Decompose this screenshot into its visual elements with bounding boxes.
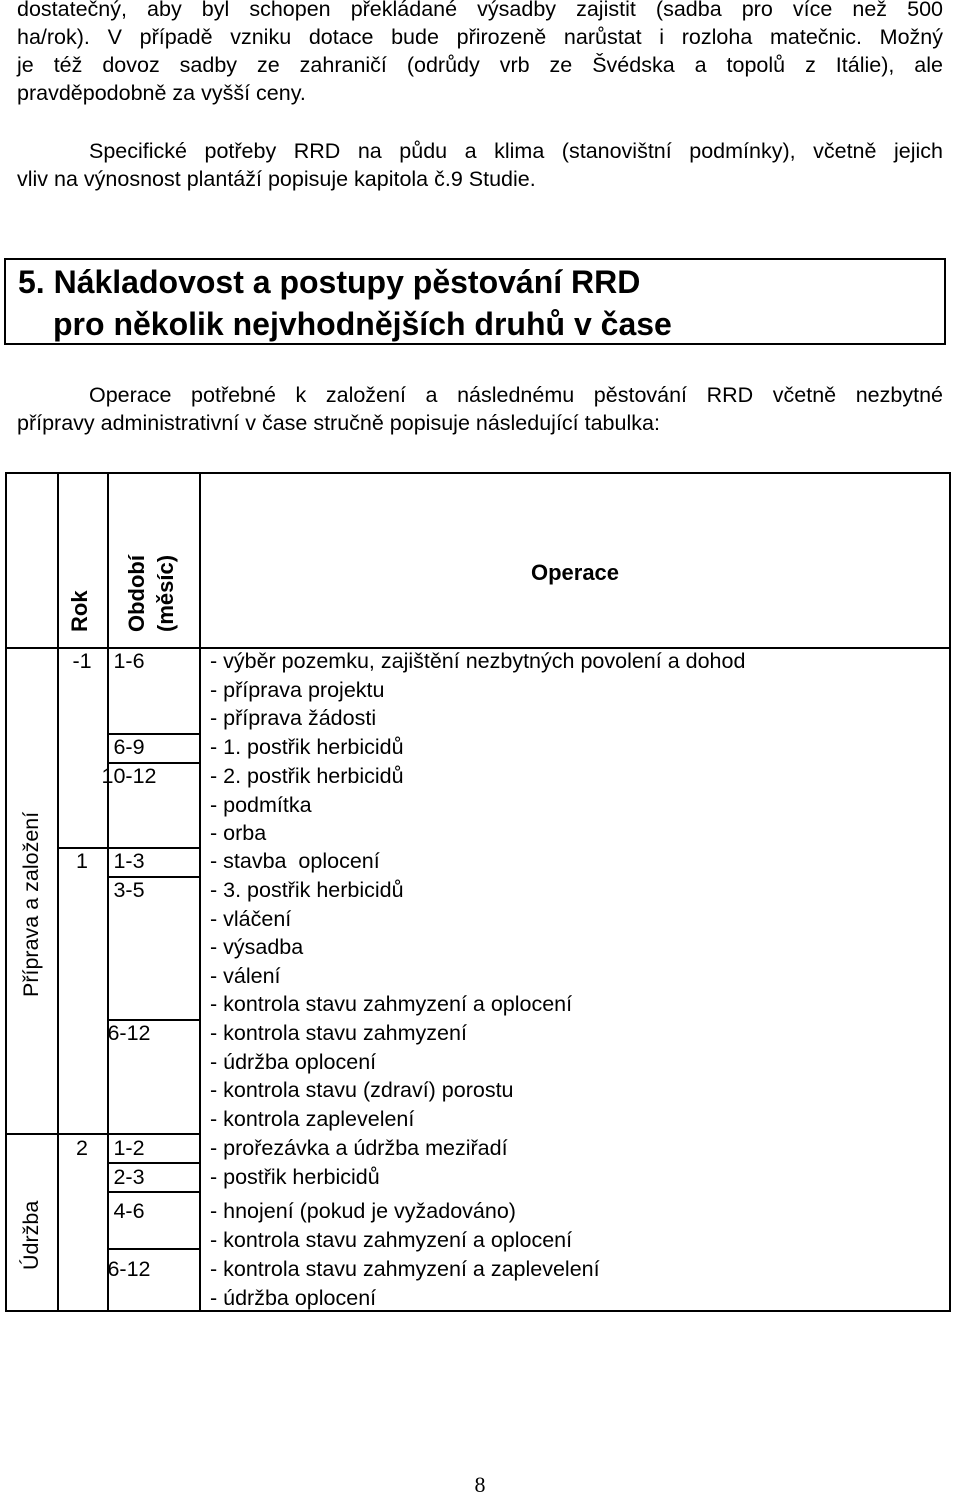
cell-operace: - stavba oplocení [210, 849, 380, 873]
cell-operace: - 3. postřik herbicidů [210, 878, 404, 902]
table-border-left [5, 472, 7, 1312]
cell-operace: - výběr pozemku, zajištění nezbytných povolení a dohod [210, 649, 746, 673]
cell-operace: - příprava projektu [210, 677, 385, 702]
table-border-right [949, 472, 951, 1312]
cell-operace: - hnojení (pokud je vyžadováno) [210, 1199, 516, 1223]
cell-obdobi: 10-12 [101, 764, 157, 788]
cell-operace: - postřik herbicidů [210, 1165, 380, 1189]
row-separator [107, 1248, 201, 1250]
operations-intro-paragraph [17, 381, 943, 437]
cell-obdobi: 6-12 [107, 1021, 151, 1045]
header-obdobi-unit: (měsíc) [153, 554, 178, 632]
cell-rok: 2 [76, 1136, 88, 1160]
cell-operace: - prořezávka a údržba meziřadí [210, 1136, 508, 1160]
cell-operace: - kontrola stavu zahmyzení a oplocení [210, 1227, 573, 1252]
cell-obdobi: 1-3 [113, 849, 145, 873]
section-heading-line2: pro několik nejvhodnějších druhů v čase [53, 306, 672, 342]
paragraph-line: vliv na výnosnost plantáží popisuje kapitola č.9 Studie. [17, 167, 536, 191]
page-number: 8 [474, 1472, 486, 1497]
cell-obdobi: 4-6 [113, 1199, 145, 1223]
cell-obdobi: 1-6 [113, 649, 145, 673]
operations-table [5, 472, 951, 1312]
paragraph-line: Operace potřebné k založení a následnému pěstování RRD včetně nezbytné [89, 383, 943, 407]
header-obdobi: Období [124, 555, 149, 632]
cell-operace: - podmítka [210, 792, 312, 817]
intro-line: ha/rok). V případě vzniku dotace bude přirozeně narůstat i rozloha matečnic. Možný [17, 25, 943, 49]
cell-operace: - 2. postřik herbicidů [210, 764, 404, 788]
cell-operace: - kontrola stavu (zdraví) porostu [210, 1078, 514, 1102]
cell-operace: - údržba oplocení [210, 1285, 377, 1310]
cell-obdobi: 6-9 [113, 735, 145, 759]
cell-obdobi: 6-12 [107, 1257, 151, 1281]
cell-operace: - kontrola stavu zahmyzení a zaplevelení [210, 1257, 600, 1281]
intro-line: dostatečný, aby byl schopen překládané výsadby zajistit (sadba pro více než 500 [17, 0, 943, 21]
cell-operace: - výsadba [210, 935, 304, 959]
paragraph-line: přípravy administrativní v čase stručně popisuje následující tabulka: [17, 411, 660, 435]
cell-operace: - orba [210, 821, 267, 845]
cell-obdobi: 1-2 [113, 1136, 145, 1160]
header-operace: Operace [530, 560, 620, 585]
cell-operace: - válení [210, 963, 281, 988]
cell-operace: - kontrola stavu zahmyzení [210, 1021, 467, 1045]
table-border-top [5, 472, 951, 474]
table-border-bottom [5, 1310, 951, 1312]
cell-operace: - kontrola stavu zahmyzení a oplocení [210, 992, 573, 1016]
intro-line: je též dovoz sadby ze zahraničí (odrůdy vrb ze Švédska a topolů z Itálie), ale [17, 53, 943, 77]
cell-rok: 1 [76, 849, 88, 873]
header-rok: Rok [67, 590, 92, 632]
cell-operace: - příprava žádosti [210, 706, 377, 730]
soil-climate-paragraph [17, 137, 943, 193]
cell-operace: - 1. postřik herbicidů [210, 735, 404, 759]
cell-operace: - vláčení [210, 906, 292, 931]
section-heading [4, 258, 946, 345]
cell-operace: - kontrola zaplevelení [210, 1106, 415, 1131]
section-label-priprava: Příprava a založení [19, 811, 43, 997]
cell-rok: -1 [72, 649, 92, 673]
cell-obdobi: 2-3 [113, 1165, 145, 1189]
section-label-udrzba: Údržba [19, 1200, 43, 1270]
section-heading-line1: 5. Nákladovost a postupy pěstování RRD [18, 264, 641, 300]
paragraph-line: Specifické potřeby RRD na půdu a klima (stanovištní podmínky), včetně jejich [89, 139, 943, 163]
cell-operace: - údržba oplocení [210, 1049, 377, 1074]
cell-obdobi: 3-5 [113, 878, 145, 902]
intro-line: pravděpodobně za vyšší ceny. [17, 81, 306, 105]
intro-paragraph [17, 0, 943, 107]
